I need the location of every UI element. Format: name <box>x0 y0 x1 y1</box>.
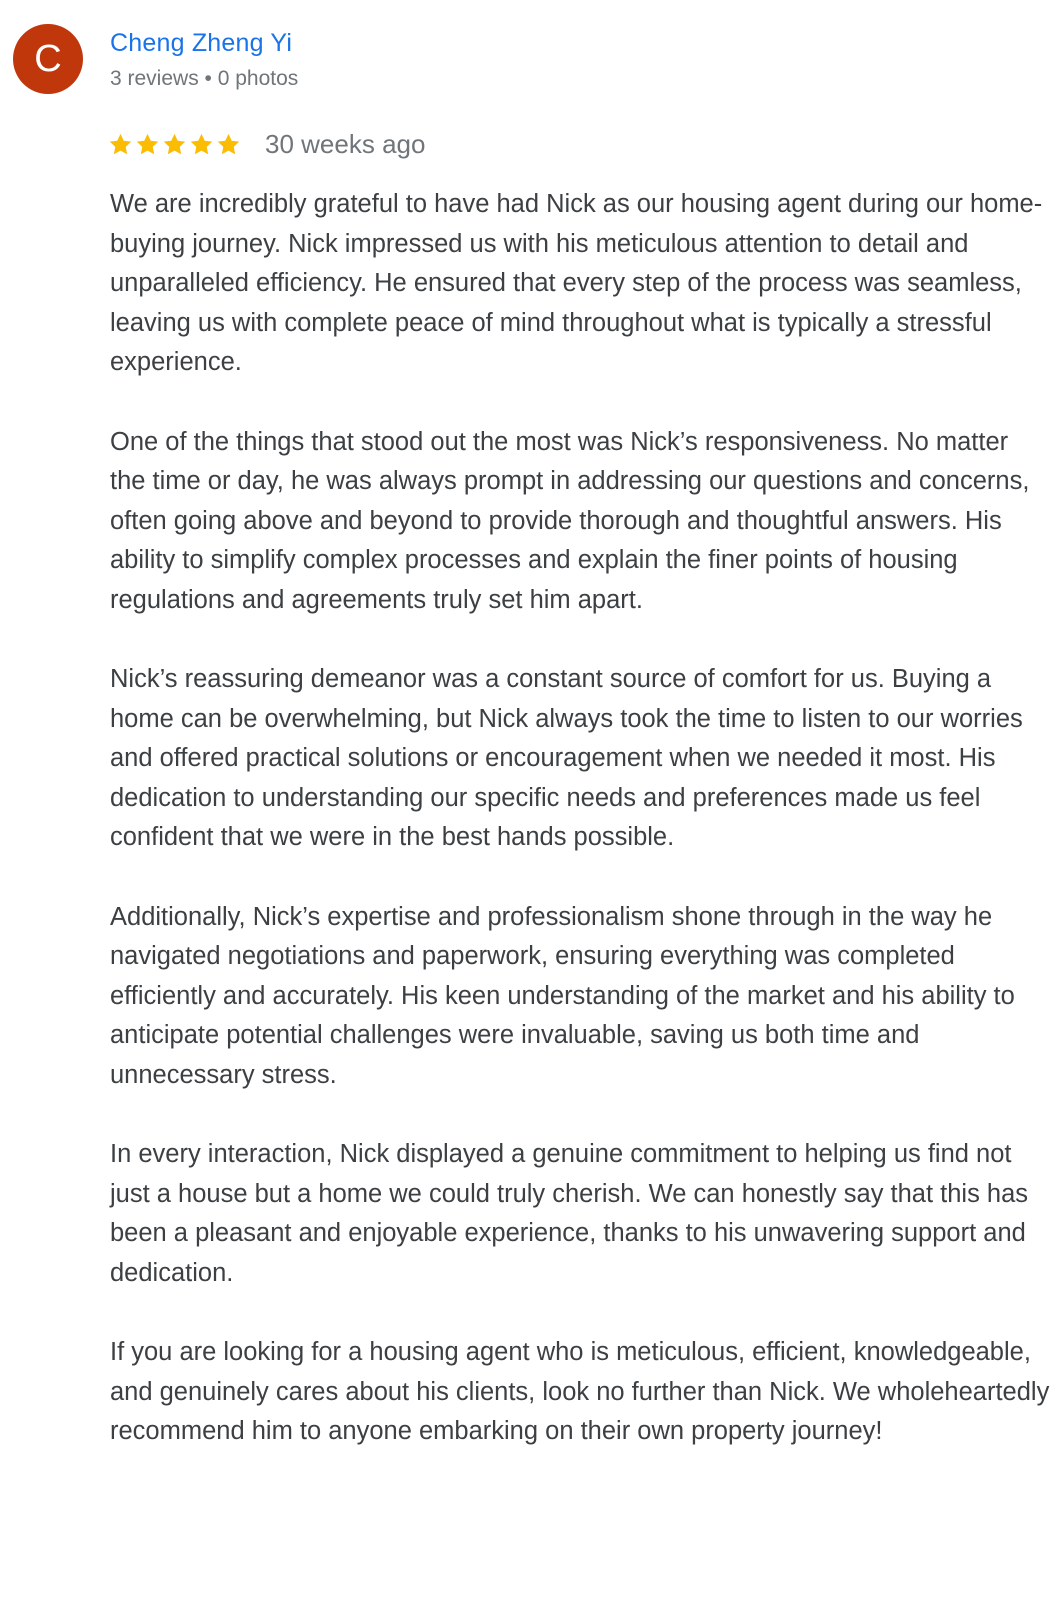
reviewer-meta: 3 reviews • 0 photos <box>110 67 299 90</box>
star-rating <box>108 132 241 157</box>
review-paragraph: If you are looking for a housing agent who is meticulous, efficient, knowledgeable, and genuinely cares about his clients, look no further than Nick. We wholeheartedly recommend him to anyone embarking on their own property journey! <box>110 1338 1050 1445</box>
review-text <box>110 185 1050 1452</box>
reviewer-name-link[interactable]: Cheng Zheng Yi <box>110 29 293 57</box>
star-icon <box>162 132 187 157</box>
avatar-initial: C <box>34 38 62 80</box>
star-icon <box>108 132 133 157</box>
avatar[interactable] <box>13 24 83 94</box>
review-paragraph: Additionally, Nick’s expertise and professionalism shone through in the way he navigated negotiations and paperwork, ensuring everything was completed efficiently and accurately. His keen understanding of the market and his ability to anticipate potential challenges were invaluable, saving us both time and unnecessary stress. <box>110 902 1015 1089</box>
review-paragraph: Nick’s reassuring demeanor was a constant source of comfort for us. Buying a home can be overwhelming, but Nick always took the time to listen to our worries and offered practical solutions or encouragement when we needed it most. His dedication to understanding our specific needs and preferences made us feel confident that we were in the best hands possible. <box>110 665 1023 851</box>
review-paragraph: One of the things that stood out the most was Nick’s responsiveness. No matter the time or day, he was always prompt in addressing our questions and concerns, often going above and beyond to provide thorough and thoughtful answers. His ability to simplify complex processes and explain the finer points of housing regulations and agreements truly set him apart. <box>110 427 1030 614</box>
star-icon <box>189 132 214 157</box>
review-paragraph: In every interaction, Nick displayed a genuine commitment to helping us find not just a house but a home we could truly cherish. We can honestly say that this has been a pleasant and enjoyable experience, thanks to his unwavering support and dedication. <box>110 1140 1029 1287</box>
review-date: 30 weeks ago <box>265 129 426 159</box>
star-icon <box>216 132 241 157</box>
review-paragraph: We are incredibly grateful to have had Nick as our housing agent during our home-buying journey. Nick impressed us with his meticulous attention to detail and unparalleled efficiency. He ensured that every step of the process was seamless, leaving us with complete peace of mind throughout what is typically a stressful experience. <box>110 190 1043 376</box>
rating-row <box>108 126 425 162</box>
star-icon <box>135 132 160 157</box>
